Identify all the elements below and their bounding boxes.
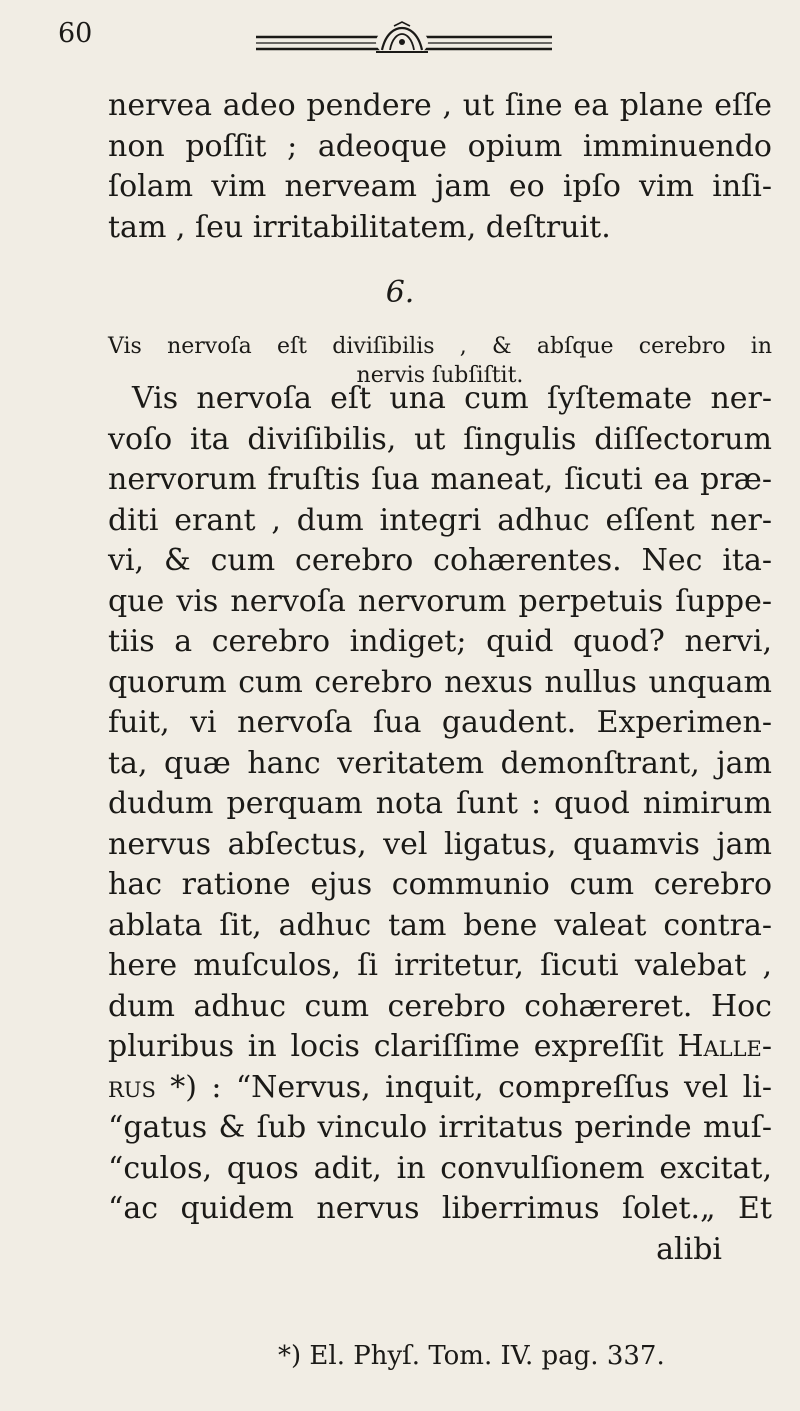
text-line: tiis a cerebro indiget; quid quod? nervi, — [108, 624, 772, 659]
text-line: diti erant , dum integri adhuc eſſent ner- — [108, 502, 772, 538]
text-line — [108, 1068, 772, 1109]
text-line: ablata ſit, adhuc tam bene valeat contra- — [108, 907, 772, 943]
line-text: pluribus in locis clariſſime expreſſit — [108, 1029, 678, 1064]
text-line: fuit, vi nervoſa ſua gaudent. Experimen- — [108, 705, 772, 740]
author-name: rus — [108, 1069, 156, 1105]
summary-line: Vis nervoſa eſt diviſibilis , & abſque cerebro in — [108, 334, 772, 359]
text-line: nervus abſectus, vel ligatus, quamvis jam — [108, 826, 772, 862]
footnote: *) El. Phyſ. Tom. IV. pag. 337. — [278, 1341, 665, 1371]
text-line: here muſculos, ſi irritetur, ſicuti valebat , — [108, 948, 772, 983]
text-line: dudum perquam nota ſunt : quod nimirum — [108, 786, 772, 821]
text-line: ta, quæ hanc veritatem demonſtrant, jam — [108, 745, 772, 781]
paragraph-1 — [108, 86, 772, 248]
text-line: “gatus & ſub vinculo irritatus perinde muſ- — [108, 1110, 772, 1145]
page-number: 60 — [58, 18, 93, 49]
text-line — [108, 1027, 772, 1068]
text-line: nervorum fruſtis ſua maneat, ſicuti ea præ- — [108, 462, 772, 497]
text-line: nervea adeo pendere , ut ſine ea plane eſſe — [108, 88, 772, 123]
text-line: tam , ſeu irritabilitatem, deſtruit. — [108, 209, 611, 245]
text-line: quorum cum cerebro nexus nullus unquam — [108, 664, 772, 700]
text-line: Vis nervoſa eſt una cum ſyſtemate ner- — [132, 381, 772, 416]
paragraph-2 — [108, 379, 772, 1270]
text-line: dum adhuc cum cerebro cohæreret. Hoc — [108, 988, 772, 1024]
text-line: hac ratione ejus communio cum cerebro — [108, 867, 772, 902]
summary-line: nervis ſubſiſtit. — [356, 363, 524, 388]
text-line: que vis nervoſa nervorum perpetuis ſuppe- — [108, 583, 772, 619]
text-line: voſo ita diviſibilis, ut ſingulis diſſectorum — [108, 421, 772, 457]
author-name: Halle- — [677, 1029, 772, 1064]
line-text: *) : “Nervus, inquit, compreſſus vel li- — [155, 1069, 772, 1105]
text-line: “ac quidem nervus liberrimus ſolet.„ Et — [108, 1191, 772, 1226]
text-line: “culos, quos adit, in convulſionem excitat, — [108, 1150, 772, 1186]
text-line: vi, & cum cerebro cohærentes. Nec ita- — [108, 543, 772, 578]
catchword: alibi — [656, 1231, 722, 1267]
text-line: ſolam vim nerveam jam eo ipſo vim inſi- — [108, 169, 772, 204]
text-line: non poſſit ; adeoque opium imminuendo — [108, 128, 772, 164]
section-number: 6. — [385, 275, 415, 310]
decorative-rule-icon — [254, 20, 554, 62]
